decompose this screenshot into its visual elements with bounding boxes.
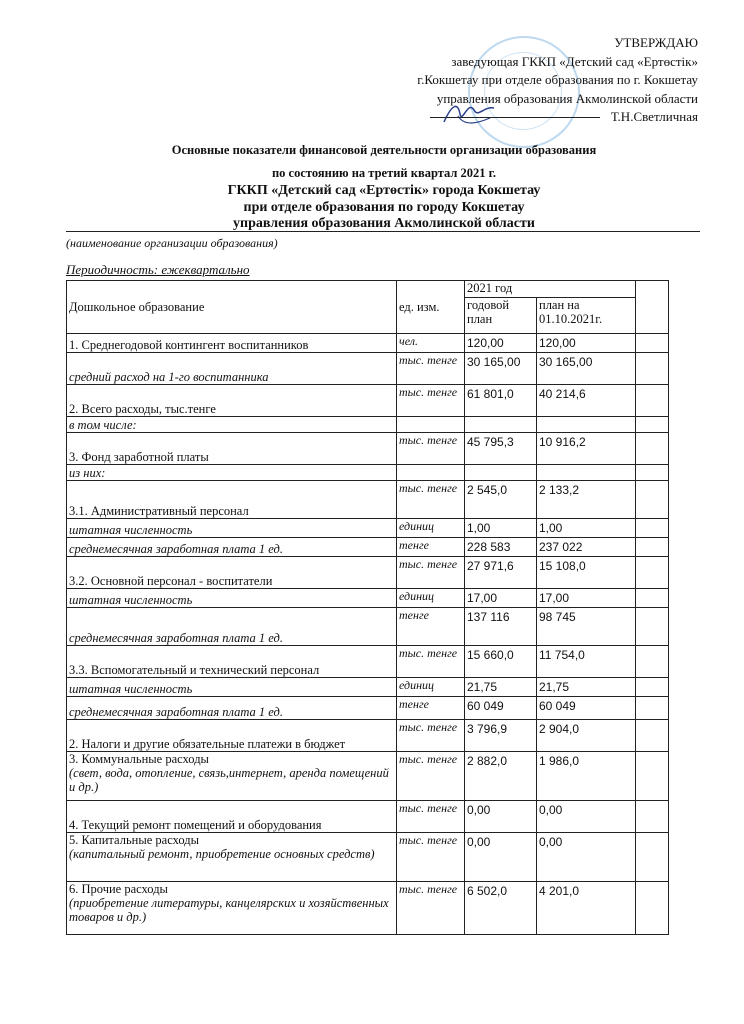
approval-department: управления образования Акмолинской области [436, 90, 698, 106]
row-empty-cell [636, 465, 669, 481]
indicator-label: из них: [69, 466, 106, 480]
row-unit: тыс. тенге [397, 481, 465, 519]
organization-line-1: ГККП «Детский сад «Ертөстік» города Кокшетау [227, 183, 541, 198]
row-indicator [67, 752, 397, 801]
indicator-label: средний расход на 1-го воспитанника [69, 370, 269, 384]
row-unit [397, 465, 465, 481]
row-plan-value: 60 049 [537, 697, 636, 720]
header-annual-plan: годовой план [465, 298, 537, 334]
row-unit: тыс. тенге [397, 353, 465, 385]
row-annual-plan: 61 801,0 [465, 385, 537, 417]
header-plan-date: план на 01.10.2021г. [537, 298, 636, 334]
row-indicator [67, 417, 397, 433]
row-empty-cell [636, 608, 669, 646]
table-row [67, 519, 669, 538]
row-plan-value: 11 754,0 [537, 646, 636, 678]
indicator-label: штатная численность [69, 682, 193, 696]
row-empty-cell [636, 882, 669, 935]
row-unit: тенге [397, 538, 465, 557]
row-empty-cell [636, 538, 669, 557]
row-indicator [67, 433, 397, 465]
row-plan-value: 2 133,2 [537, 481, 636, 519]
org-underline [66, 231, 700, 232]
indicator-note: (свет, вода, отопление, связь,интернет, аренда помещений и др.) [69, 766, 389, 794]
periodicity: Периодичность: ежеквартально [66, 262, 250, 277]
row-plan-value: 10 916,2 [537, 433, 636, 465]
indicator-note: (приобретение литературы, канцелярских и хозяйственных товаров и др.) [69, 896, 389, 924]
table-row [67, 417, 669, 433]
row-empty-cell [636, 519, 669, 538]
approval-location: г.Кокшетау при отделе образования по г. Кокшетау [417, 72, 698, 87]
header-unit: ед. изм. [397, 281, 465, 334]
row-indicator [67, 353, 397, 385]
row-plan-value: 120,00 [537, 334, 636, 353]
organization-name [12, 183, 744, 233]
row-indicator [67, 697, 397, 720]
approval-block [417, 34, 698, 127]
header-empty [636, 281, 669, 334]
row-empty-cell [636, 646, 669, 678]
row-empty-cell [636, 385, 669, 417]
approval-heading: УТВЕРЖДАЮ [614, 35, 698, 50]
table-row [67, 589, 669, 608]
row-indicator [67, 801, 397, 833]
row-empty-cell [636, 720, 669, 752]
row-empty-cell [636, 481, 669, 519]
row-empty-cell [636, 433, 669, 465]
table-row [67, 353, 669, 385]
table-row [67, 433, 669, 465]
table-row [67, 678, 669, 697]
table-row [67, 385, 669, 417]
row-unit: чел. [397, 334, 465, 353]
row-plan-value: 237 022 [537, 538, 636, 557]
table-row [67, 697, 669, 720]
indicator-label: 4. Текущий ремонт помещений и оборудования [69, 818, 322, 832]
indicator-label: в том числе: [69, 418, 137, 432]
row-unit: единиц [397, 589, 465, 608]
row-empty-cell [636, 752, 669, 801]
indicator-label: штатная численность [69, 593, 193, 607]
indicator-label: 2. Всего расходы, тыс.тенге [69, 402, 216, 416]
indicator-label: 3.3. Вспомогательный и технический персонал [69, 663, 320, 677]
row-unit: тыс. тенге [397, 882, 465, 935]
indicator-label: 6. Прочие расходы [69, 882, 168, 896]
row-empty-cell [636, 557, 669, 589]
header-year: 2021 год [465, 281, 636, 298]
table-row [67, 720, 669, 752]
row-annual-plan [465, 417, 537, 433]
document-title: Основные показатели финансовой деятельности организации образования [171, 143, 597, 157]
organization-line-2: при отделе образования по городу Кокшетау [243, 199, 525, 215]
row-unit: единиц [397, 519, 465, 538]
row-annual-plan: 3 796,9 [465, 720, 537, 752]
row-plan-value: 17,00 [537, 589, 636, 608]
row-annual-plan: 2 545,0 [465, 481, 537, 519]
row-annual-plan: 228 583 [465, 538, 537, 557]
row-indicator [67, 481, 397, 519]
row-indicator [67, 882, 397, 935]
row-annual-plan: 2 882,0 [465, 752, 537, 801]
row-indicator [67, 720, 397, 752]
row-plan-value: 40 214,6 [537, 385, 636, 417]
table-row [67, 752, 669, 801]
table-row [67, 801, 669, 833]
row-annual-plan [465, 465, 537, 481]
row-plan-value: 0,00 [537, 833, 636, 882]
row-annual-plan: 17,00 [465, 589, 537, 608]
table-header-row [67, 281, 669, 298]
row-empty-cell [636, 678, 669, 697]
row-empty-cell [636, 833, 669, 882]
row-annual-plan: 27 971,6 [465, 557, 537, 589]
row-annual-plan: 0,00 [465, 801, 537, 833]
report-period: по состоянию на третий квартал 2021 г. [271, 166, 497, 180]
indicator-label: 1. Среднегодовой контингент воспитанников [69, 338, 309, 352]
row-annual-plan: 1,00 [465, 519, 537, 538]
row-empty-cell [636, 589, 669, 608]
row-annual-plan: 45 795,3 [465, 433, 537, 465]
signature-line [430, 117, 600, 118]
row-indicator [67, 557, 397, 589]
indicator-label: среднемесячная заработная плата 1 ед. [69, 631, 283, 645]
indicator-label: штатная численность [69, 523, 193, 537]
row-unit: тыс. тенге [397, 720, 465, 752]
row-indicator [67, 465, 397, 481]
row-indicator [67, 589, 397, 608]
indicator-label: среднемесячная заработная плата 1 ед. [69, 542, 283, 556]
row-plan-value: 2 904,0 [537, 720, 636, 752]
table-row [67, 882, 669, 935]
table-row [67, 646, 669, 678]
table-row [67, 608, 669, 646]
row-empty-cell [636, 353, 669, 385]
row-unit: тыс. тенге [397, 385, 465, 417]
table-row [67, 481, 669, 519]
header-indicator: Дошкольное образование [67, 281, 397, 334]
organization-line-3: управления образования Акмолинской области [233, 216, 535, 231]
row-plan-value: 98 745 [537, 608, 636, 646]
row-indicator [67, 833, 397, 882]
org-caption: (наименование организации образования) [66, 236, 278, 250]
row-annual-plan: 30 165,00 [465, 353, 537, 385]
row-unit [397, 417, 465, 433]
row-annual-plan: 120,00 [465, 334, 537, 353]
row-plan-value: 30 165,00 [537, 353, 636, 385]
table-row [67, 538, 669, 557]
row-unit: тенге [397, 697, 465, 720]
row-unit: тыс. тенге [397, 833, 465, 882]
row-indicator [67, 608, 397, 646]
row-unit: тыс. тенге [397, 557, 465, 589]
row-plan-value [537, 417, 636, 433]
indicator-label: 3. Фонд заработной платы [69, 450, 209, 464]
row-empty-cell [636, 417, 669, 433]
row-annual-plan: 0,00 [465, 833, 537, 882]
approval-signatory: Т.Н.Светличная [610, 109, 698, 124]
indicator-label: среднемесячная заработная плата 1 ед. [69, 705, 283, 719]
indicator-label: 2. Налоги и другие обязательные платежи в бюджет [69, 737, 346, 751]
row-plan-value: 21,75 [537, 678, 636, 697]
approval-position: заведующая ГККП «Детский сад «Ертөстік» [451, 53, 698, 69]
row-unit: тыс. тенге [397, 646, 465, 678]
indicator-label: 5. Капитальные расходы [69, 833, 200, 847]
row-annual-plan: 137 116 [465, 608, 537, 646]
row-empty-cell [636, 334, 669, 353]
financial-table [66, 280, 669, 935]
row-plan-value: 1,00 [537, 519, 636, 538]
row-unit: тыс. тенге [397, 801, 465, 833]
row-plan-value: 0,00 [537, 801, 636, 833]
row-plan-value: 15 108,0 [537, 557, 636, 589]
indicator-label: 3.1. Административный персонал [69, 504, 249, 518]
row-unit: единиц [397, 678, 465, 697]
table-row [67, 465, 669, 481]
table-row [67, 334, 669, 353]
row-annual-plan: 21,75 [465, 678, 537, 697]
row-plan-value: 1 986,0 [537, 752, 636, 801]
row-plan-value [537, 465, 636, 481]
row-unit: тенге [397, 608, 465, 646]
row-empty-cell [636, 697, 669, 720]
row-indicator [67, 678, 397, 697]
row-empty-cell [636, 801, 669, 833]
row-annual-plan: 15 660,0 [465, 646, 537, 678]
row-plan-value: 4 201,0 [537, 882, 636, 935]
row-indicator [67, 646, 397, 678]
indicator-label: 3.2. Основной персонал - воспитатели [69, 574, 273, 588]
row-unit: тыс. тенге [397, 433, 465, 465]
indicator-label: 3. Коммунальные расходы [69, 752, 209, 766]
row-indicator [67, 385, 397, 417]
row-annual-plan: 60 049 [465, 697, 537, 720]
table-row [67, 833, 669, 882]
row-indicator [67, 334, 397, 353]
row-indicator [67, 538, 397, 557]
row-unit: тыс. тенге [397, 752, 465, 801]
indicator-note: (капитальный ремонт, приобретение основных средств) [69, 847, 375, 861]
row-indicator [67, 519, 397, 538]
table-row [67, 557, 669, 589]
row-annual-plan: 6 502,0 [465, 882, 537, 935]
